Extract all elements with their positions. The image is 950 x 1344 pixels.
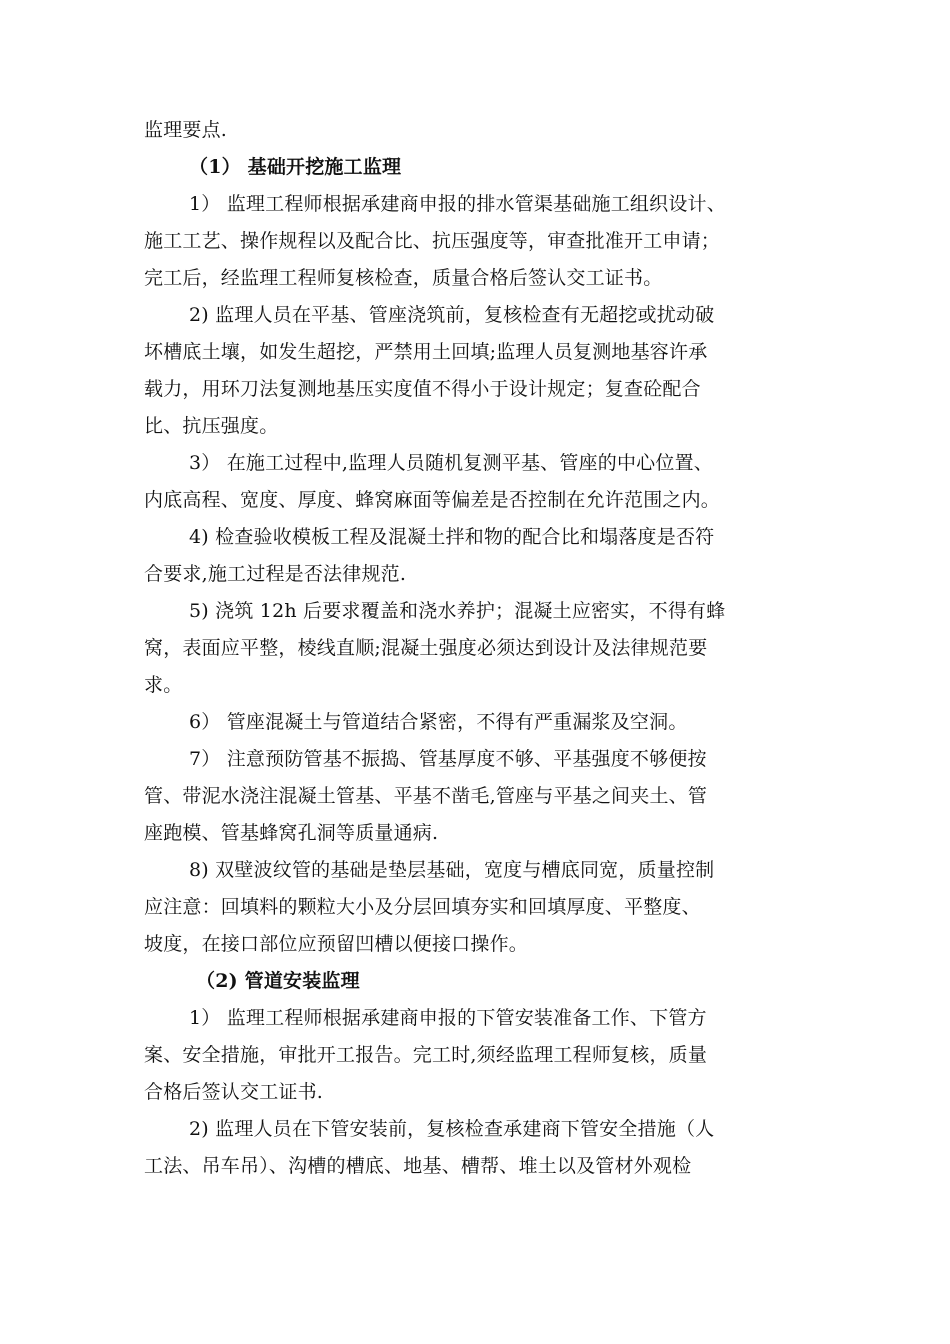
text-line: 合格后签认交工证书. bbox=[144, 1081, 324, 1103]
paragraph-line: 1） 监理工程师根据承建商申报的下管安装准备工作、下管方 bbox=[189, 1007, 707, 1029]
paragraph-line: 1） 监理工程师根据承建商申报的排水管渠基础施工组织设计、 bbox=[189, 193, 726, 215]
text-line: 案、安全措施，审批开工报告。完工时,须经监理工程师复核，质量 bbox=[144, 1044, 708, 1066]
text-line: 管、带泥水浇注混凝土管基、平基不凿毛,管座与平基之间夹土、管 bbox=[144, 785, 708, 807]
paragraph-line: 7） 注意预防管基不振捣、管基厚度不够、平基强度不够便按 bbox=[189, 748, 707, 770]
paragraph-line: 2) 监理人员在平基、管座浇筑前，复核检查有无超挖或扰动破 bbox=[189, 304, 715, 326]
text-line: 座跑模、管基蜂窝孔洞等质量通病. bbox=[144, 822, 439, 844]
text-line: 工法、吊车吊）、沟槽的槽底、地基、槽帮、堆土以及管材外观检 bbox=[144, 1155, 692, 1177]
text-line: 完工后，经监理工程师复核检查，质量合格后签认交工证书。 bbox=[144, 267, 663, 289]
text-line: 监理要点. bbox=[144, 119, 228, 141]
text-line: 比、抗压强度。 bbox=[144, 415, 279, 437]
text-line: 合要求,施工过程是否法律规范. bbox=[144, 563, 407, 585]
text-line: 坏槽底土壤，如发生超挖，严禁用土回填;监理人员复测地基容许承 bbox=[144, 341, 708, 363]
text-line: 内底高程、宽度、厚度、蜂窝麻面等偏差是否控制在允许范围之内。 bbox=[144, 489, 721, 511]
document-page bbox=[144, 112, 808, 1185]
paragraph-line: 4) 检查验收模板工程及混凝土拌和物的配合比和塌落度是否符 bbox=[189, 526, 715, 548]
paragraph-line: 6） 管座混凝土与管道结合紧密，不得有严重漏浆及空洞。 bbox=[189, 711, 688, 733]
text-line: 求。 bbox=[144, 674, 183, 696]
text-line: 窝，表面应平整，棱线直顺;混凝土强度必须达到设计及法律规范要 bbox=[144, 637, 708, 659]
text-line: 应注意：回填料的颗粒大小及分层回填夯实和回填厚度、平整度、 bbox=[144, 896, 701, 918]
section-heading: （1） 基础开挖施工监理 bbox=[189, 156, 402, 178]
paragraph-line: 2) 监理人员在下管安装前，复核检查承建商下管安全措施（人 bbox=[189, 1118, 715, 1140]
text-line: 施工工艺、操作规程以及配合比、抗压强度等，审查批准开工申请； bbox=[144, 230, 721, 252]
section-heading: （2) 管道安装监理 bbox=[196, 970, 360, 992]
text-line: 载力，用环刀法复测地基压实度值不得小于设计规定；复查砼配合 bbox=[144, 378, 701, 400]
text-line: 坡度，在接口部位应预留凹槽以便接口操作。 bbox=[144, 933, 529, 955]
paragraph-line: 3） 在施工过程中,监理人员随机复测平基、管座的中心位置、 bbox=[189, 452, 713, 474]
paragraph-line: 8) 双壁波纹管的基础是垫层基础，宽度与槽底同宽，质量控制 bbox=[189, 859, 715, 881]
paragraph-line: 5) 浇筑 12h 后要求覆盖和浇水养护；混凝土应密实，不得有蜂 bbox=[189, 600, 726, 622]
